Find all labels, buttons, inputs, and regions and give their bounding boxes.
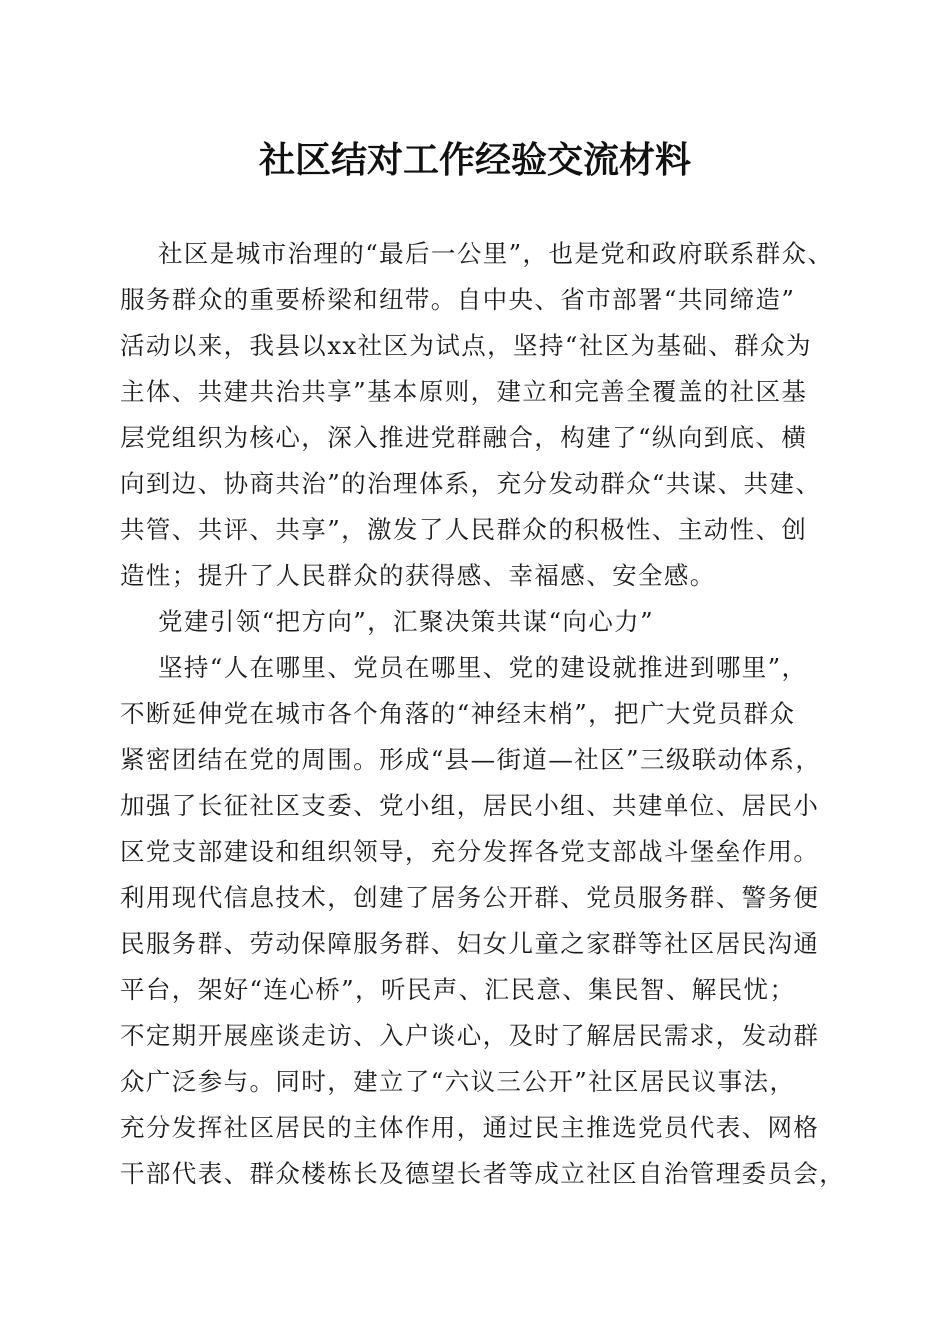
- paragraph-line: 向到边、协商共治”的治理体系，充分发动群众“共谋、共建、: [120, 469, 822, 498]
- section-heading: 党建引领“把方向”，汇聚决策共谋“向心力”: [158, 607, 654, 636]
- paragraph-line: 加强了长征社区支委、党小组，居民小组、共建单位、居民小: [120, 791, 820, 820]
- paragraph-line: 造性；提升了人民群众的获得感、幸福感、安全感。: [120, 561, 716, 590]
- paragraph-line: 利用现代信息技术，创建了居务公开群、党员服务群、警务便: [120, 883, 820, 912]
- paragraph-line: 共管、共评、共享”，激发了人民群众的积极性、主动性、创: [120, 515, 808, 544]
- paragraph-line: 不断延伸党在城市各个角落的“神经末梢”，把广大党员群众: [120, 699, 796, 728]
- paragraph-line: 区党支部建设和组织领导，充分发挥各党支部战斗堡垒作用。: [120, 837, 820, 866]
- paragraph-line: 干部代表、群众楼栋长及德望长者等成立社区自治管理委员会，: [120, 1159, 846, 1188]
- paragraph-line: 不定期开展座谈走访、入户谈心，及时了解居民需求，发动群: [120, 1021, 820, 1050]
- paragraph-line: 民服务群、劳动保障服务群、妇女儿童之家群等社区居民沟通: [120, 929, 820, 958]
- paragraph-line: 坚持“人在哪里、党员在哪里、党的建设就推进到哪里”，: [158, 653, 808, 682]
- paragraph-line: 平台，架好“连心桥”，听民声、汇民意、集民智、解民忧；: [120, 975, 796, 1004]
- paragraph-line: 紧密团结在党的周围。形成“县—街道—社区”三级联动体系，: [120, 745, 822, 774]
- document-title: 社区结对工作经验交流材料: [258, 139, 691, 181]
- paragraph-line: 众广泛参与。同时，建立了“六议三公开”社区居民议事法，: [120, 1067, 796, 1096]
- paragraph-line: 充分发挥社区居民的主体作用，通过民主推选党员代表、网格: [120, 1113, 820, 1142]
- paragraph-line: 服务群众的重要桥梁和纽带。自中央、省市部署“共同缔造”: [120, 285, 796, 314]
- paragraph-line: 层党组织为核心，深入推进党群融合，构建了“纵向到底、横: [120, 423, 808, 452]
- paragraph-line: 社区是城市治理的“最后一公里”，也是党和政府联系群众、: [158, 239, 834, 268]
- paragraph-line: 主体、共建共治共享”基本原则，建立和完善全覆盖的社区基: [120, 377, 808, 406]
- paragraph-line: 活动以来，我县以xx社区为试点，坚持“社区为基础、群众为: [120, 331, 812, 360]
